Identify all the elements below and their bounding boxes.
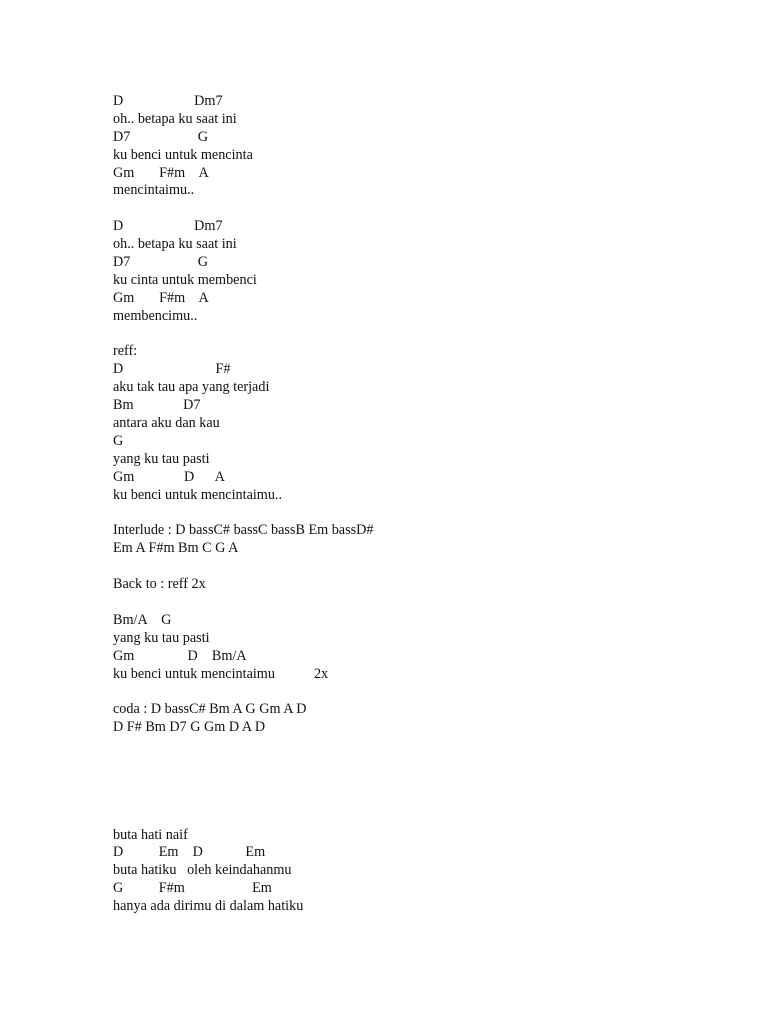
chord-line: D Em D Em (113, 844, 266, 861)
chord-line: Bm/A G (113, 611, 172, 628)
lyric-line: hanya ada dirimu di dalam hatiku (113, 898, 304, 915)
chord-line: D F# Bm D7 G Gm D A D (113, 719, 266, 736)
lyrics-chord-sheet (113, 93, 713, 916)
chord-line: D7 G (113, 128, 208, 145)
blank-line (113, 809, 713, 827)
lyric-line: ku cinta untuk membenci (113, 271, 257, 288)
lyric-line: yang ku tau pasti (113, 629, 210, 646)
section-label-line: reff: (113, 343, 138, 360)
lyric-line: buta hatiku oleh keindahanmu (113, 862, 292, 879)
chord-line: D Dm7 (113, 218, 223, 235)
section-label-line: Interlude : D bassC# bassC bassB Em bassD# (113, 522, 374, 539)
lyric-line: ku benci untuk mencintaimu.. (113, 486, 283, 503)
chord-line: Gm F#m A (113, 289, 209, 306)
section-label-line: Back to : reff 2x (113, 576, 206, 593)
blank-line (113, 326, 713, 344)
lyric-line: yang ku tau pasti (113, 450, 210, 467)
chord-line: D F# (113, 361, 231, 378)
blank-line (113, 755, 713, 773)
lyric-line: buta hati naif (113, 826, 188, 843)
chord-line: Gm D A (113, 468, 225, 485)
chord-line: G (113, 432, 124, 449)
blank-line (113, 683, 713, 701)
blank-line (113, 773, 713, 791)
blank-line (113, 558, 713, 576)
chord-line: Bm D7 (113, 397, 201, 414)
lyric-line: ku benci untuk mencinta (113, 146, 253, 163)
section-label-line: coda : D bassC# Bm A G Gm A D (113, 701, 307, 718)
chord-line: Em A F#m Bm C G A (113, 540, 239, 557)
blank-line (113, 594, 713, 612)
lyric-line: ku benci untuk mencintaimu 2x (113, 665, 329, 682)
lyric-line: antara aku dan kau (113, 415, 220, 432)
chord-line: D Dm7 (113, 93, 223, 109)
blank-line (113, 737, 713, 755)
chord-line: Gm D Bm/A (113, 647, 247, 664)
lyric-line: mencintaimu.. (113, 182, 195, 199)
blank-line (113, 791, 713, 809)
lyric-line: oh.. betapa ku saat ini (113, 110, 237, 127)
lyric-line: membencimu.. (113, 307, 198, 324)
chord-line: Gm F#m A (113, 164, 209, 181)
lyric-line: oh.. betapa ku saat ini (113, 236, 237, 253)
blank-line (113, 200, 713, 218)
chord-line: G F#m Em (113, 880, 272, 897)
lyric-line: aku tak tau apa yang terjadi (113, 379, 270, 396)
chord-line: D7 G (113, 254, 208, 271)
blank-line (113, 504, 713, 522)
